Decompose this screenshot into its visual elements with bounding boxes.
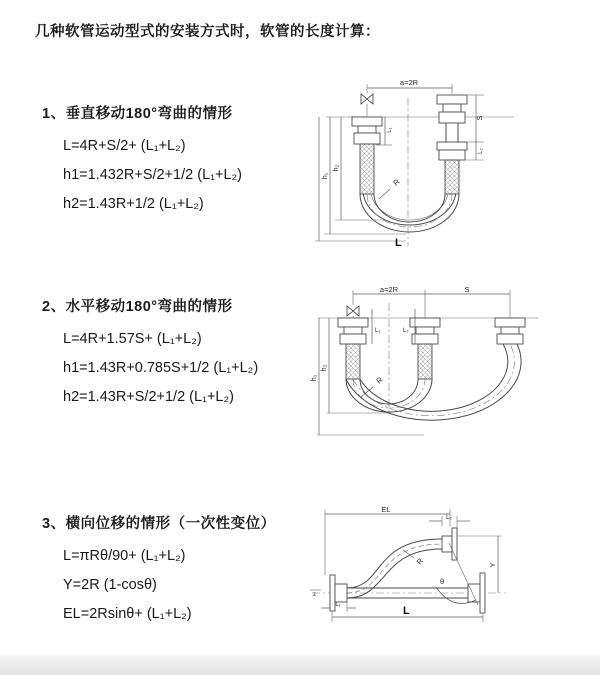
section-1 — [42, 102, 242, 219]
u-bend-hose-curves — [346, 344, 521, 420]
braided-hose-section — [346, 344, 360, 379]
dim-label-l: L — [403, 605, 410, 617]
dim-label-l1: L₁ — [335, 602, 341, 608]
dim-label-r: R — [374, 375, 385, 386]
dimension-h1-h2 — [309, 318, 424, 435]
dimension-l1-l2 — [372, 309, 415, 344]
formula-line: h1=1.43R+0.785S+1/2 (L₁+L₂) — [63, 360, 259, 376]
dim-label-a2r: a=2R — [399, 78, 419, 87]
dimension-a2r-s — [353, 285, 510, 318]
right-hose-assembly — [437, 95, 467, 194]
dimension-l1 — [321, 601, 356, 612]
displaced-hose-curve — [347, 539, 445, 598]
right-flange — [468, 573, 485, 613]
page-bottom-edge — [0, 655, 600, 675]
braided-hose-section — [418, 344, 432, 379]
datum-label-z: z — [313, 592, 316, 598]
datum-mark — [310, 590, 321, 598]
diagram-vertical-180-bend — [306, 68, 598, 252]
dimension-a2r — [367, 78, 452, 94]
left-hose-assembly — [338, 318, 368, 379]
section-1-heading: 1、垂直移动180°弯曲的情形 — [42, 106, 233, 122]
dim-label-r: R — [414, 556, 426, 567]
braided-hose-section — [360, 144, 374, 194]
formula-line: h2=1.43R+1/2 (L₁+L₂) — [63, 196, 204, 212]
section-3 — [42, 512, 276, 629]
dim-label-l1: L₁ — [387, 127, 393, 133]
middle-hose-assembly — [410, 318, 440, 379]
dim-label-l-total: L — [395, 237, 402, 249]
section-2 — [42, 295, 258, 412]
section-3-heading: 3、横向位移的情形（一次性变位） — [42, 516, 276, 532]
moved-hose-assembly — [495, 318, 525, 344]
dim-label-l2: L₂ — [446, 515, 452, 521]
section-1-formulas — [63, 132, 242, 219]
section-3-formulas — [63, 542, 276, 629]
formula-line: EL=2Rsinθ+ (L₁+L₂) — [63, 606, 192, 622]
braided-hose-section — [445, 160, 459, 194]
formula-line: L=πRθ/90+ (L₁+L₂) — [63, 548, 186, 564]
dim-label-theta: θ — [440, 577, 445, 586]
dim-label-y: Y — [488, 562, 497, 568]
dim-label-s: S — [464, 285, 470, 294]
page-title: 几种软管运动型式的安装方式时，软管的长度计算： — [35, 24, 380, 40]
dim-label-l2: L₂ — [403, 328, 409, 334]
radius-callout — [379, 177, 402, 199]
formula-line: Y=2R (1-cosθ) — [63, 577, 157, 593]
dimension-l2 — [429, 515, 470, 528]
diagram-lateral-displacement — [306, 505, 598, 653]
formula-line: L=4R+S/2+ (L₁+L₂) — [63, 138, 186, 154]
u-bend-hose-curves — [360, 190, 459, 232]
formula-line: h1=1.432R+S/2+1/2 (L₁+L₂) — [63, 167, 243, 183]
dim-label-h2: h₂ — [331, 164, 340, 172]
dim-label-l2: L₂ — [478, 148, 484, 154]
section-2-heading: 2、水平移动180°弯曲的情形 — [42, 299, 233, 315]
valve-icon — [361, 94, 373, 117]
formula-line: h2=1.43R+S/2+1/2 (L₁+L₂) — [63, 389, 234, 405]
formula-line: L=4R+1.57S+ (L₁+L₂) — [63, 331, 202, 347]
dim-label-a2r: a=2R — [379, 285, 399, 294]
dim-label-s: S — [475, 115, 484, 121]
diagram-horizontal-180-bend — [306, 285, 598, 457]
dimension-l-total — [332, 605, 483, 622]
left-hose-assembly — [352, 117, 382, 194]
dimension-el — [325, 505, 450, 575]
dim-label-h1: h₁ — [309, 374, 318, 382]
dim-label-h2: h₂ — [319, 364, 328, 372]
valve-icon — [347, 306, 359, 318]
dim-label-h1: h₁ — [320, 172, 329, 180]
section-2-formulas — [63, 325, 258, 412]
dim-label-el: EL — [381, 505, 391, 514]
radius-callout — [403, 550, 425, 566]
dim-label-r: R — [391, 177, 402, 188]
dim-label-l1: L₁ — [375, 328, 381, 334]
